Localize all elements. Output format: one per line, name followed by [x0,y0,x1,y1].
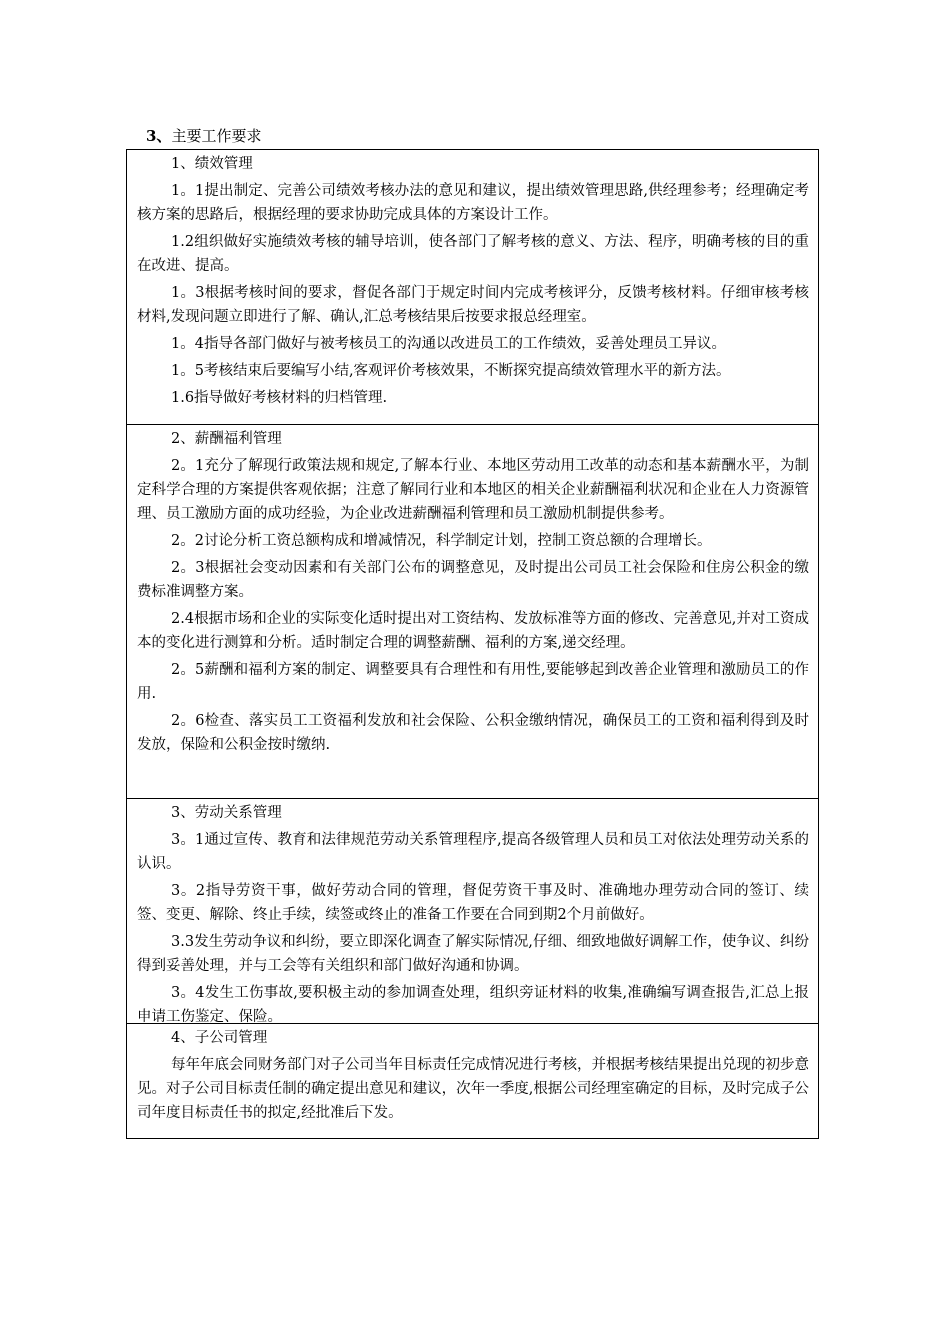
paragraph: 2。6检查、落实员工工资福利发放和社会保险、公积金缴纳情况，确保员工的工资和福利得到及时发放，保险和公积金按时缴纳. [137,713,809,753]
paragraph: 2。1充分了解现行政策法规和规定,了解本行业、本地区劳动用工改革的动态和基本薪酬水平，为制定科学合理的方案提供客观依据；注意了解同行业和本地区的相关企业薪酬福利状况和企业在人力资源管理、员工激励方面的成功经验，为企业改进薪酬福利管理和员工激励机制提供参考。 [137,458,809,522]
paragraph: 1.2组织做好实施绩效考核的辅导培训，使各部门了解考核的意义、方法、程序，明确考核的目的重在改进、提高。 [137,234,809,274]
paragraph: 3.3发生劳动争议和纠纷，要立即深化调查了解实际情况,仔细、细致地做好调解工作，使争议、纠纷得到妥善处理，并与工会等有关组织和部门做好沟通和协调。 [137,934,809,974]
section-labor-relations [127,799,818,1024]
section-compensation-benefits [127,425,818,799]
section-heading-text: 主要工作要求 [171,127,262,145]
paragraph: 1。4指导各部门做好与被考核员工的沟通以改进员工的工作绩效，妥善处理员工异议。 [171,336,726,352]
paragraph: 1。3根据考核时间的要求，督促各部门于规定时间内完成考核评分，反馈考核材料。仔细审核考核材料,发现问题立即进行了解、确认,汇总考核结果后按要求报总经理室。 [137,285,809,325]
section-performance-management [127,150,818,425]
paragraph: 每年年底会同财务部门对子公司当年目标责任完成情况进行考核，并根据考核结果提出兑现的初步意见。对子公司目标责任制的确定提出意见和建议，次年一季度,根据公司经理室确定的目标，及时完成子公司年度目标责任书的拟定,经批准后下发。 [137,1057,809,1121]
section-title: 4、子公司管理 [171,1030,268,1046]
section-subsidiary-management [127,1024,818,1138]
section-heading [146,124,261,148]
section-title: 3、劳动关系管理 [171,805,282,821]
requirements-table [126,149,819,1139]
paragraph: 3。1通过宣传、教育和法律规范劳动关系管理程序,提高各级管理人员和员工对依法处理劳动关系的认识。 [137,832,809,872]
paragraph: 2.4根据市场和企业的实际变化适时提出对工资结构、发放标准等方面的修改、完善意见,并对工资成本的变化进行测算和分析。适时制定合理的调整薪酬、福利的方案,递交经理。 [137,611,809,651]
paragraph: 2。2讨论分析工资总额构成和增减情况，科学制定计划，控制工资总额的合理增长。 [171,533,712,549]
paragraph: 1。5考核结束后要编写小结,客观评价考核效果，不断探究提高绩效管理水平的新方法。 [171,363,731,379]
paragraph: 1.6指导做好考核材料的归档管理. [171,390,388,406]
section-title: 1、绩效管理 [171,156,253,172]
paragraph: 1。1提出制定、完善公司绩效考核办法的意见和建议，提出绩效管理思路,供经理参考；经理确定考核方案的思路后，根据经理的要求协助完成具体的方案设计工作。 [137,183,809,223]
paragraph: 3。4发生工伤事故,要积极主动的参加调查处理，组织旁证材料的收集,准确编写调查报告,汇总上报申请工伤鉴定、保险。 [137,985,809,1025]
paragraph: 3。2指导劳资干事，做好劳动合同的管理，督促劳资干事及时、准确地办理劳动合同的签订、续签、变更、解除、终止手续，续签或终止的准备工作要在合同到期2个月前做好。 [137,883,809,923]
paragraph: 2。3根据社会变动因素和有关部门公布的调整意见，及时提出公司员工社会保险和住房公积金的缴费标准调整方案。 [137,560,809,600]
section-heading-number: 3、 [146,127,172,145]
paragraph: 2。5薪酬和福利方案的制定、调整要具有合理性和有用性,要能够起到改善企业管理和激励员工的作用. [137,662,809,702]
section-title: 2、薪酬福利管理 [171,431,282,447]
